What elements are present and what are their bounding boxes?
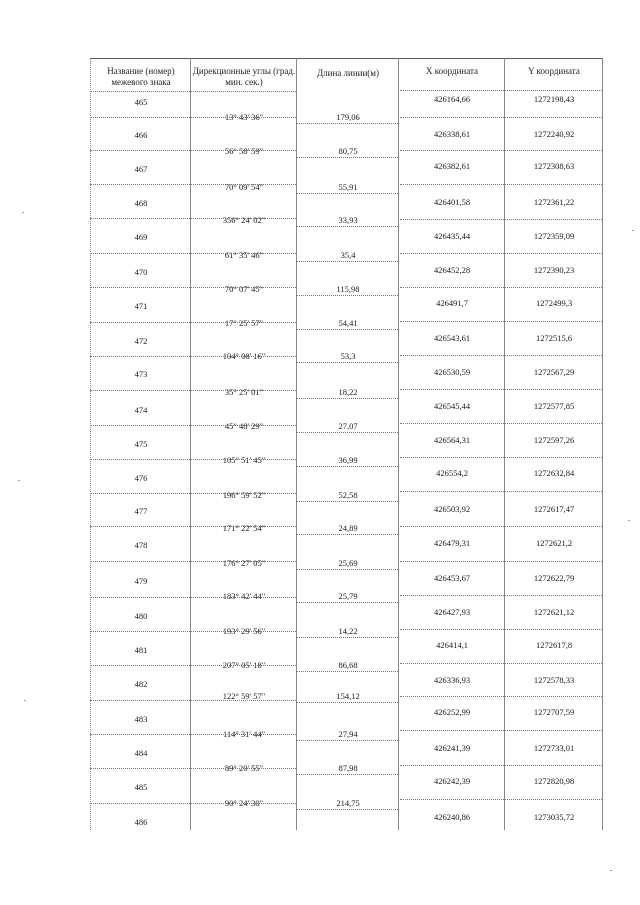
segment-length: 27,07 xyxy=(338,421,358,431)
segment-angle: 171° 22' 54" xyxy=(222,523,266,533)
point-name: 483 xyxy=(134,714,148,724)
point-y: 1272733,01 xyxy=(533,743,575,753)
row-rule xyxy=(400,526,602,527)
point-name: 486 xyxy=(134,817,148,827)
row-rule xyxy=(296,193,398,194)
row-rule xyxy=(400,629,602,630)
segment-length: 214,75 xyxy=(336,798,360,808)
segment-length: 36,99 xyxy=(338,455,358,465)
row-rule xyxy=(400,355,602,356)
column-rule xyxy=(504,58,505,830)
row-rule xyxy=(90,390,296,391)
segment-angle: 61° 35' 46" xyxy=(224,250,264,260)
row-rule xyxy=(90,117,296,118)
row-rule xyxy=(296,432,398,433)
point-x: 426453,67 xyxy=(433,573,471,583)
point-x: 426241,39 xyxy=(433,743,471,753)
row-rule xyxy=(400,423,602,424)
point-x: 426452,28 xyxy=(433,265,471,275)
column-rule xyxy=(90,58,91,830)
point-y: 1272359,09 xyxy=(533,231,575,241)
point-y: 1272578,33 xyxy=(533,675,575,685)
point-x: 426252,99 xyxy=(433,707,471,717)
segment-length: 115,98 xyxy=(336,284,360,294)
row-rule xyxy=(90,665,296,666)
point-x: 426491,7 xyxy=(436,298,468,308)
segment-length: 54,41 xyxy=(338,318,358,328)
point-y: 1272308,63 xyxy=(533,161,575,171)
column-rule xyxy=(602,58,603,830)
segment-length: 154,12 xyxy=(336,691,360,701)
point-name: 475 xyxy=(134,439,148,449)
column-rule xyxy=(398,58,399,830)
row-rule xyxy=(296,295,398,296)
row-rule xyxy=(90,803,296,804)
point-y: 1272617,47 xyxy=(533,504,575,514)
point-name: 465 xyxy=(134,97,148,107)
point-y: 1273035,72 xyxy=(533,812,575,822)
row-rule xyxy=(296,774,398,775)
row-rule xyxy=(400,219,602,220)
row-rule xyxy=(90,768,296,769)
row-rule xyxy=(400,287,602,288)
segment-length: 33,93 xyxy=(338,215,358,225)
segment-length: 55,91 xyxy=(338,182,358,192)
point-y: 1272361,22 xyxy=(533,197,575,207)
row-rule xyxy=(400,150,602,151)
row-rule xyxy=(296,261,398,262)
point-name: 485 xyxy=(134,782,148,792)
point-x: 426240,86 xyxy=(433,812,471,822)
row-rule xyxy=(296,501,398,502)
row-rule xyxy=(296,671,398,672)
point-y: 1272632,84 xyxy=(533,468,575,478)
row-rule xyxy=(400,595,602,596)
row-rule xyxy=(296,329,398,330)
point-y: 1272617,8 xyxy=(535,640,573,650)
column-rule xyxy=(296,58,297,830)
segment-angle: 196° 59' 52" xyxy=(222,490,266,500)
segment-length: 25,69 xyxy=(338,558,358,568)
row-rule xyxy=(400,184,602,185)
row-rule xyxy=(400,561,602,562)
scan-speck xyxy=(24,700,26,701)
point-y: 1272622,79 xyxy=(533,573,575,583)
row-rule xyxy=(90,253,296,254)
segment-angle: 183° 42' 44" xyxy=(222,591,266,601)
segment-angle: 356° 24' 02" xyxy=(222,215,266,225)
point-x: 426503,92 xyxy=(433,504,471,514)
row-rule xyxy=(90,631,296,632)
segment-angle: 207° 05' 18" xyxy=(222,660,266,670)
row-rule xyxy=(400,321,602,322)
point-x: 426427,93 xyxy=(433,607,471,617)
point-y: 1272240,92 xyxy=(533,129,575,139)
segment-angle: 70° 09' 54" xyxy=(224,182,264,192)
point-name: 484 xyxy=(134,748,148,758)
row-rule xyxy=(296,157,398,158)
scan-speck xyxy=(632,230,634,231)
point-x: 426382,61 xyxy=(433,161,471,171)
point-x: 426564,31 xyxy=(433,435,471,445)
point-y: 1272499,3 xyxy=(535,298,573,308)
header-x: X координата xyxy=(425,66,479,76)
point-name: 467 xyxy=(134,164,148,174)
point-name: 477 xyxy=(134,506,148,516)
point-x: 426479,31 xyxy=(433,538,471,548)
segment-angle: 17° 25' 57" xyxy=(224,318,264,328)
row-rule xyxy=(400,457,602,458)
point-name: 480 xyxy=(134,611,148,621)
segment-length: 18,22 xyxy=(338,387,358,397)
row-rule xyxy=(296,637,398,638)
row-rule xyxy=(400,696,602,697)
segment-length: 35,4 xyxy=(340,250,356,260)
point-name: 481 xyxy=(134,645,148,655)
segment-angle: 90° 24' 30" xyxy=(224,798,264,808)
point-name: 479 xyxy=(134,576,148,586)
row-rule xyxy=(90,526,296,527)
header-bottom-rule xyxy=(90,91,296,92)
point-x: 426164,66 xyxy=(433,94,471,104)
segment-angle: 114° 31' 44" xyxy=(222,729,266,739)
row-rule xyxy=(90,700,296,701)
point-y: 1272707,59 xyxy=(533,707,575,717)
row-rule xyxy=(90,734,296,735)
scan-speck xyxy=(22,212,24,213)
point-x: 426543,61 xyxy=(433,333,471,343)
point-y: 1272621,12 xyxy=(533,607,575,617)
segment-length: 52,58 xyxy=(338,490,358,500)
segment-angle: 13° 43' 36" xyxy=(224,112,264,122)
scan-speck xyxy=(628,520,630,521)
segment-angle: 193° 29' 56" xyxy=(222,626,266,636)
row-rule xyxy=(90,425,296,426)
row-rule xyxy=(400,389,602,390)
segment-length: 53,3 xyxy=(340,351,356,361)
header-name: Название (номер) межевого знака xyxy=(107,66,175,87)
row-rule xyxy=(296,466,398,467)
row-rule xyxy=(400,730,602,731)
row-rule xyxy=(90,561,296,562)
segment-angle: 70° 07' 45" xyxy=(224,284,264,294)
segment-length: 179,06 xyxy=(336,112,360,122)
row-rule xyxy=(400,253,602,254)
header-y: Y координата xyxy=(528,66,580,76)
segment-length: 14,22 xyxy=(338,626,358,636)
point-y: 1272567,29 xyxy=(533,367,575,377)
header-length: Длина линии(м) xyxy=(317,68,379,78)
row-rule xyxy=(90,184,296,185)
row-rule xyxy=(296,226,398,227)
point-name: 478 xyxy=(134,540,148,550)
segment-length: 25,79 xyxy=(338,591,358,601)
segment-angle: 176° 27' 05" xyxy=(222,558,266,568)
row-rule xyxy=(296,398,398,399)
point-x: 426435,44 xyxy=(433,231,471,241)
row-rule xyxy=(296,602,398,603)
row-rule xyxy=(90,459,296,460)
segment-angle: 56° 58' 59" xyxy=(224,146,264,156)
point-y: 1272621,2 xyxy=(535,538,573,548)
point-y: 1272390,23 xyxy=(533,265,575,275)
point-name: 473 xyxy=(134,369,148,379)
point-x: 426336,93 xyxy=(433,675,471,685)
segment-angle: 105° 51' 45" xyxy=(222,455,266,465)
point-name: 466 xyxy=(134,130,148,140)
row-rule xyxy=(400,117,602,118)
header-bottom-rule xyxy=(400,90,602,91)
row-rule xyxy=(296,362,398,363)
point-x: 426414,1 xyxy=(436,640,468,650)
row-rule xyxy=(90,322,296,323)
row-rule xyxy=(296,569,398,570)
point-name: 472 xyxy=(134,336,148,346)
segment-length: 87,98 xyxy=(338,763,358,773)
segment-length: 86,68 xyxy=(338,660,358,670)
row-rule xyxy=(90,218,296,219)
row-rule xyxy=(90,150,296,151)
point-x: 426530,59 xyxy=(433,367,471,377)
point-x: 426401,58 xyxy=(433,197,471,207)
segment-angle: 45° 48' 29" xyxy=(224,421,264,431)
row-rule xyxy=(400,491,602,492)
point-y: 1272597,26 xyxy=(533,435,575,445)
segment-length: 80,75 xyxy=(338,146,358,156)
point-name: 471 xyxy=(134,301,148,311)
segment-length: 24,89 xyxy=(338,523,358,533)
point-x: 426545,44 xyxy=(433,401,471,411)
point-y: 1272198,43 xyxy=(533,94,575,104)
row-rule xyxy=(296,809,398,810)
table-top-border xyxy=(90,58,602,59)
segment-length: 27,94 xyxy=(338,729,358,739)
segment-angle: 35° 25' 01" xyxy=(224,387,264,397)
segment-angle: 89° 20' 55" xyxy=(224,763,264,773)
row-rule xyxy=(296,702,398,703)
row-rule xyxy=(296,740,398,741)
row-rule xyxy=(90,287,296,288)
point-name: 474 xyxy=(134,405,148,415)
point-name: 482 xyxy=(134,679,148,689)
row-rule xyxy=(90,493,296,494)
row-rule xyxy=(296,123,398,124)
point-x: 426242,39 xyxy=(433,776,471,786)
row-rule xyxy=(90,597,296,598)
row-rule xyxy=(400,799,602,800)
point-x: 426554,2 xyxy=(436,468,468,478)
row-rule xyxy=(400,663,602,664)
row-rule xyxy=(400,765,602,766)
point-name: 476 xyxy=(134,473,148,483)
point-name: 470 xyxy=(134,267,148,277)
header-angle: Дирекционные углы (град. мин. сек.) xyxy=(192,66,296,87)
row-rule xyxy=(90,356,296,357)
point-name: 469 xyxy=(134,232,148,242)
point-y: 1272577,85 xyxy=(533,401,575,411)
row-rule xyxy=(296,534,398,535)
column-rule xyxy=(190,58,191,830)
scan-speck xyxy=(610,870,612,871)
point-x: 426338,61 xyxy=(433,129,471,139)
scan-speck xyxy=(18,480,20,481)
point-name: 468 xyxy=(134,198,148,208)
segment-angle: 122° 59' 57" xyxy=(222,691,266,701)
segment-angle: 104° 08' 16" xyxy=(222,351,266,361)
point-y: 1272515,6 xyxy=(535,333,573,343)
point-y: 1272820,98 xyxy=(533,776,575,786)
